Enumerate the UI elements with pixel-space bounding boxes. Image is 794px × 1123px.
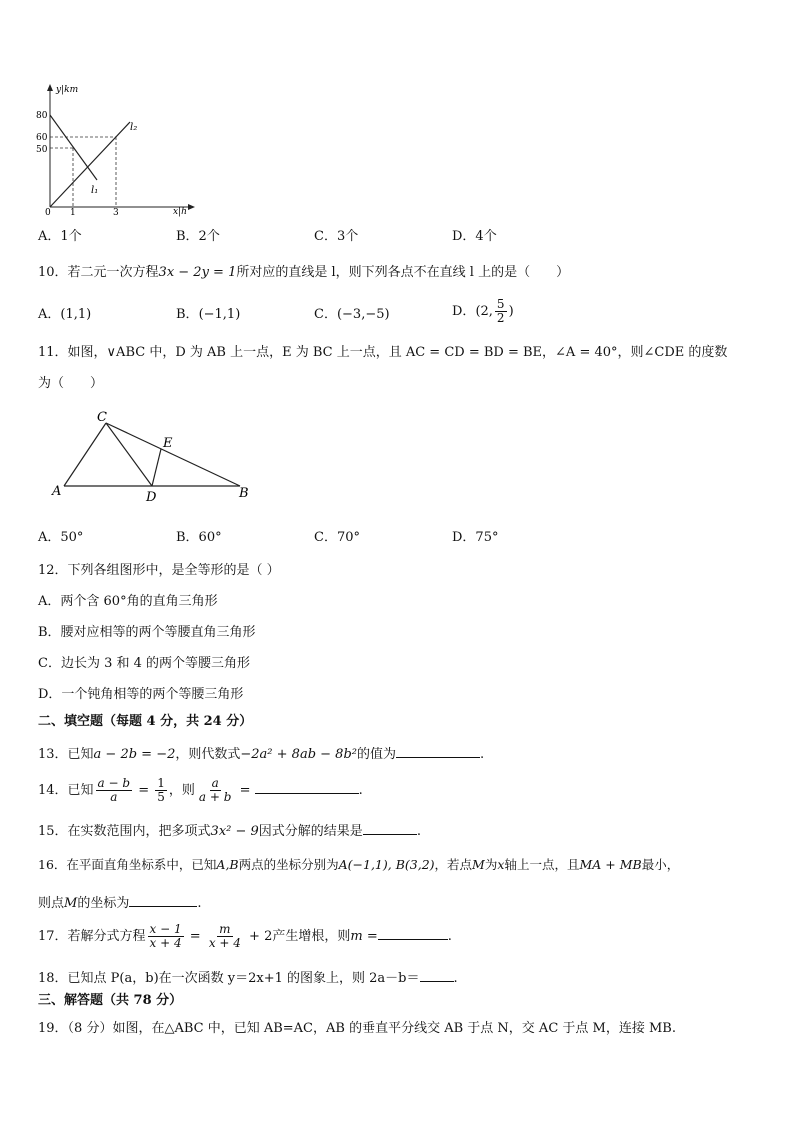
q14-mid: ，则 (168, 783, 195, 798)
q17-f2-numerator: m (219, 922, 231, 936)
q9-option-a[interactable]: A．1个 (38, 229, 82, 244)
vertex-b-label: B (239, 486, 249, 501)
q11-option-a[interactable]: A．50° (38, 530, 84, 545)
q18-end: . (453, 971, 458, 986)
section-answer-title: 三、解答题（共 78 分） (38, 993, 183, 1008)
distance-time-graph (30, 82, 200, 217)
q16-post: 轴上一点，且 (504, 857, 580, 872)
q11-option-c[interactable]: C．70° (314, 530, 360, 545)
y-tick-60: 60 (36, 133, 48, 143)
q17-f2-denominator: x + 4 (208, 936, 241, 950)
q11-option-d[interactable]: D．75° (452, 530, 499, 545)
y-axis-arrow (47, 84, 53, 91)
q15-expression: 3x² − 9 (210, 824, 259, 839)
q9-option-b[interactable]: B．2个 (176, 229, 220, 244)
q14-fraction-3 (197, 777, 234, 804)
q10-stem (38, 265, 569, 281)
q18 (38, 969, 458, 987)
q14-f3-numerator: a (211, 776, 219, 790)
q10-suffix: 所对应的直线是 l，则下列各点不在直线 l 上的是（ ） (236, 265, 570, 280)
y-tick-80: 80 (36, 111, 48, 121)
q16-end: . (197, 896, 202, 911)
q10-option-b[interactable] (176, 307, 240, 323)
vertex-d-label: D (146, 490, 157, 505)
q17-answer-blank[interactable] (378, 927, 448, 940)
x-axis-arrow (188, 204, 195, 210)
q17-fraction-2 (207, 923, 243, 950)
q17-fraction-1 (148, 923, 184, 950)
q19: 19．（8 分）如图，在△ABC 中，已知 AB=AC，AB 的垂直平分线交 AB 于点 N，交 AC 于点 M，连接 MB. (38, 1021, 676, 1036)
q12-option-b[interactable]: B．腰对应相等的两个等腰直角三角形 (38, 625, 256, 640)
q16-line1 (38, 857, 679, 873)
q11-option-b[interactable]: B．60° (176, 530, 222, 545)
q12-stem: 12．下列各组图形中，是全等形的是（ ） (38, 563, 280, 578)
line-l2 (50, 122, 130, 207)
q14 (38, 777, 363, 804)
vertex-e-label: E (163, 436, 173, 451)
q15-pre: 15．在实数范围内，把多项式 (38, 824, 211, 839)
q16-mid3: 为 (484, 857, 498, 872)
q17-m: m = (350, 929, 378, 944)
q9-option-c[interactable]: C．3个 (314, 229, 359, 244)
q10-option-b-value: (−1,1) (198, 307, 241, 322)
segment-de (152, 449, 161, 486)
x-tick-3: 3 (113, 208, 119, 217)
y-tick-50: 50 (36, 145, 48, 155)
q16-point-m2: M (64, 896, 78, 911)
q15 (38, 822, 421, 840)
line-l1 (50, 115, 97, 180)
q14-eq: = (134, 783, 154, 798)
q10-equation: 3x − 2y = 1 (158, 265, 237, 280)
q10-option-b-letter: B． (176, 307, 199, 322)
q10-option-a[interactable] (38, 307, 91, 323)
q16-coords: A(−1,1), B(3,2) (338, 857, 435, 872)
x-axis-label: x|h (173, 207, 187, 217)
q16-line2-post: 的坐标为 (77, 896, 130, 911)
q10-option-d-letter: D． (452, 304, 476, 319)
q10-option-d-post: ) (508, 304, 514, 319)
q16-points: A,B (216, 857, 239, 872)
triangle-figure (48, 405, 258, 505)
q17-mid: 产生增根，则 (272, 929, 351, 944)
q16-end1: 最小， (641, 857, 680, 872)
segment-ac (64, 423, 106, 486)
q16-x: x (497, 857, 505, 872)
q16-answer-blank[interactable] (129, 894, 197, 907)
q18-text: 18．已知点 P(a，b)在一次函数 y＝2x+1 的图象上，则 2a－b＝ (38, 971, 420, 986)
q14-fraction-1 (96, 777, 133, 804)
q13 (38, 745, 484, 763)
q18-answer-blank[interactable] (420, 969, 454, 982)
q16-sum: MA + MB (579, 857, 642, 872)
segment-cb (106, 423, 240, 486)
q10-option-a-value: (1,1) (60, 307, 92, 322)
vertex-c-label: C (97, 410, 107, 425)
q10-option-c[interactable] (314, 307, 390, 323)
q14-fraction-2 (155, 777, 167, 804)
q16-point-m: M (472, 857, 485, 872)
q13-post: 的值为 (356, 747, 396, 762)
q17-end: . (447, 929, 452, 944)
q16-mid: 两点的坐标分别为 (238, 857, 339, 872)
q10-option-c-letter: C． (314, 307, 337, 322)
q17-f1-numerator: x − 1 (149, 922, 182, 936)
q10-fraction-numerator: 5 (496, 297, 505, 311)
q17-eq: = (185, 929, 205, 944)
q10-fraction-denominator: 2 (496, 311, 505, 325)
q14-f2-denominator: 5 (157, 790, 165, 804)
q13-answer-blank[interactable] (396, 745, 480, 758)
q16-line2-pre: 则点 (38, 896, 65, 911)
q14-end: . (358, 783, 363, 798)
q14-f2-numerator: 1 (157, 776, 165, 790)
q13-pre: 13．已知 (38, 747, 94, 762)
q10-option-d-pre: (2, (475, 304, 493, 319)
q15-answer-blank[interactable] (363, 822, 417, 835)
y-axis-label: y|km (56, 85, 79, 95)
q13-condition: a − 2b = −2 (93, 747, 176, 762)
q10-option-c-value: (−3,−5) (336, 307, 390, 322)
q9-option-d[interactable]: D．4个 (452, 229, 497, 244)
q15-post: 因式分解的结果是 (258, 824, 363, 839)
q14-answer-blank[interactable] (255, 781, 359, 794)
q14-eq2: = (235, 783, 255, 798)
q11-stem-line2: 为（ ） (38, 376, 104, 391)
q13-expression: −2a² + 8ab − 8b² (240, 747, 357, 762)
segment-cd (106, 423, 152, 486)
q14-f3-denominator: a + b (198, 790, 232, 804)
q12-option-d[interactable]: D．一个钝角相等的两个等腰三角形 (38, 687, 244, 702)
label-l1: l₁ (91, 185, 99, 196)
q13-mid: ，则代数式 (175, 747, 241, 762)
q13-end: . (480, 747, 485, 762)
section-fill-in-title: 二、填空题（每题 4 分，共 24 分） (38, 714, 253, 729)
q17-plus: + 2 (244, 929, 273, 944)
vertex-a-label: A (52, 484, 62, 499)
q10-option-d[interactable] (452, 298, 514, 325)
q11-stem-line1: 11．如图，∨ABC 中，D 为 AB 上一点，E 为 BC 上一点，且 AC = CD = BD = BE，∠A = 40°，则∠CDE 的度数 (38, 345, 728, 360)
q16-pre: 16．在平面直角坐标系中，已知 (38, 857, 217, 872)
q14-f1-denominator: a (110, 790, 118, 804)
q16-line2 (38, 894, 201, 912)
q14-f1-numerator: a − b (97, 776, 131, 790)
q10-option-d-fraction (495, 298, 507, 325)
q10-prefix: 10．若二元一次方程 (38, 265, 159, 280)
q16-mid2: ，若点 (434, 857, 473, 872)
q15-end: . (416, 824, 421, 839)
q17-f1-denominator: x + 4 (149, 936, 182, 950)
q14-pre: 14．已知 (38, 783, 94, 798)
q12-option-a[interactable]: A．两个含 60°角的直角三角形 (38, 594, 218, 609)
q12-option-c[interactable]: C．边长为 3 和 4 的两个等腰三角形 (38, 656, 251, 671)
label-l2: l₂ (130, 122, 138, 133)
x-tick-0: 0 (45, 208, 51, 217)
q10-option-a-letter: A． (38, 307, 61, 322)
q17-pre: 17．若解分式方程 (38, 929, 146, 944)
x-tick-1: 1 (70, 208, 76, 217)
q17 (38, 923, 452, 950)
